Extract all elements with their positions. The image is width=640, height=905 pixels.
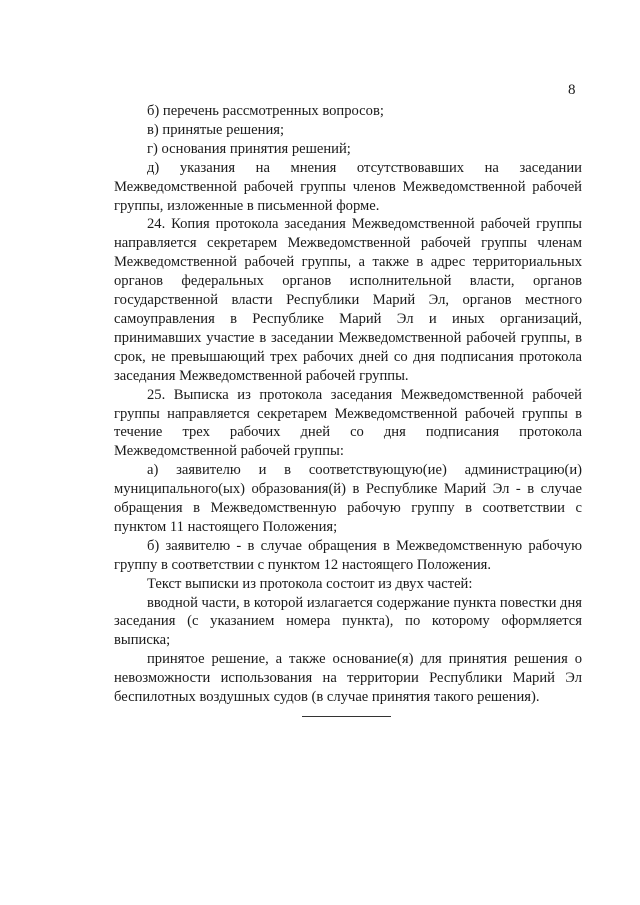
clause-24: 24. Копия протокола заседания Межведомственной рабочей группы направляется секретарем Межведомственной рабочей группы членам Межведомственной рабочей группы, а также в адрес территориальных органов федеральных органов исполнительной власти, органов государственной власти Республики Марий Эл, органов местного самоуправления в Республике Марий Эл и иных организаций, принимавших участие в заседании Межведомственной рабочей группы, в срок, не превышающий трех рабочих дней со дня подписания протокола заседания Межведомственной рабочей группы. (114, 216, 582, 384)
end-separator-line (302, 716, 391, 717)
list-item-d: д) указания на мнения отсутствовавших на заседании Межведомственной рабочей группы членов Межведомственной рабочей группы, изложенные в письменной форме. (114, 159, 582, 214)
list-item-v: в) принятые решения; (147, 121, 285, 138)
extract-text-intro: Текст выписки из протокола состоит из двух частей: (147, 575, 473, 592)
extract-part-intro: вводной части, в которой излагается содержание пункта повестки дня заседания (с указанием номера пункта), по которому оформляется выписка; (114, 594, 582, 649)
page-number: 8 (568, 82, 576, 98)
list-item-g: г) основания принятия решений; (147, 140, 351, 157)
clause-25-item-b: б) заявителю - в случае обращения в Межведомственную рабочую группу в соответствии с пунктом 12 настоящего Положения. (114, 537, 582, 573)
extract-part-decision: принятое решение, а также основание(я) для принятия решения о невозможности использования на территории Республики Марий Эл беспилотных воздушных судов (в случае принятия такого решения). (114, 651, 582, 706)
clause-25: 25. Выписка из протокола заседания Межведомственной рабочей группы направляется секретарем Межведомственной рабочей группы в течение трех рабочих дней со дня подписания протокола Межведомственной рабочей группы: (114, 386, 582, 460)
clause-25-item-a: а) заявителю и в соответствующую(ие) администрацию(и) муниципального(ых) образования(й) в Республике Марий Эл - в случае обращения в Межведомственную рабочую группу в соответствии с пунктом 11 настоящего Положения; (114, 462, 582, 535)
document-body (114, 102, 582, 707)
list-item-b: б) перечень рассмотренных вопросов; (147, 103, 384, 119)
